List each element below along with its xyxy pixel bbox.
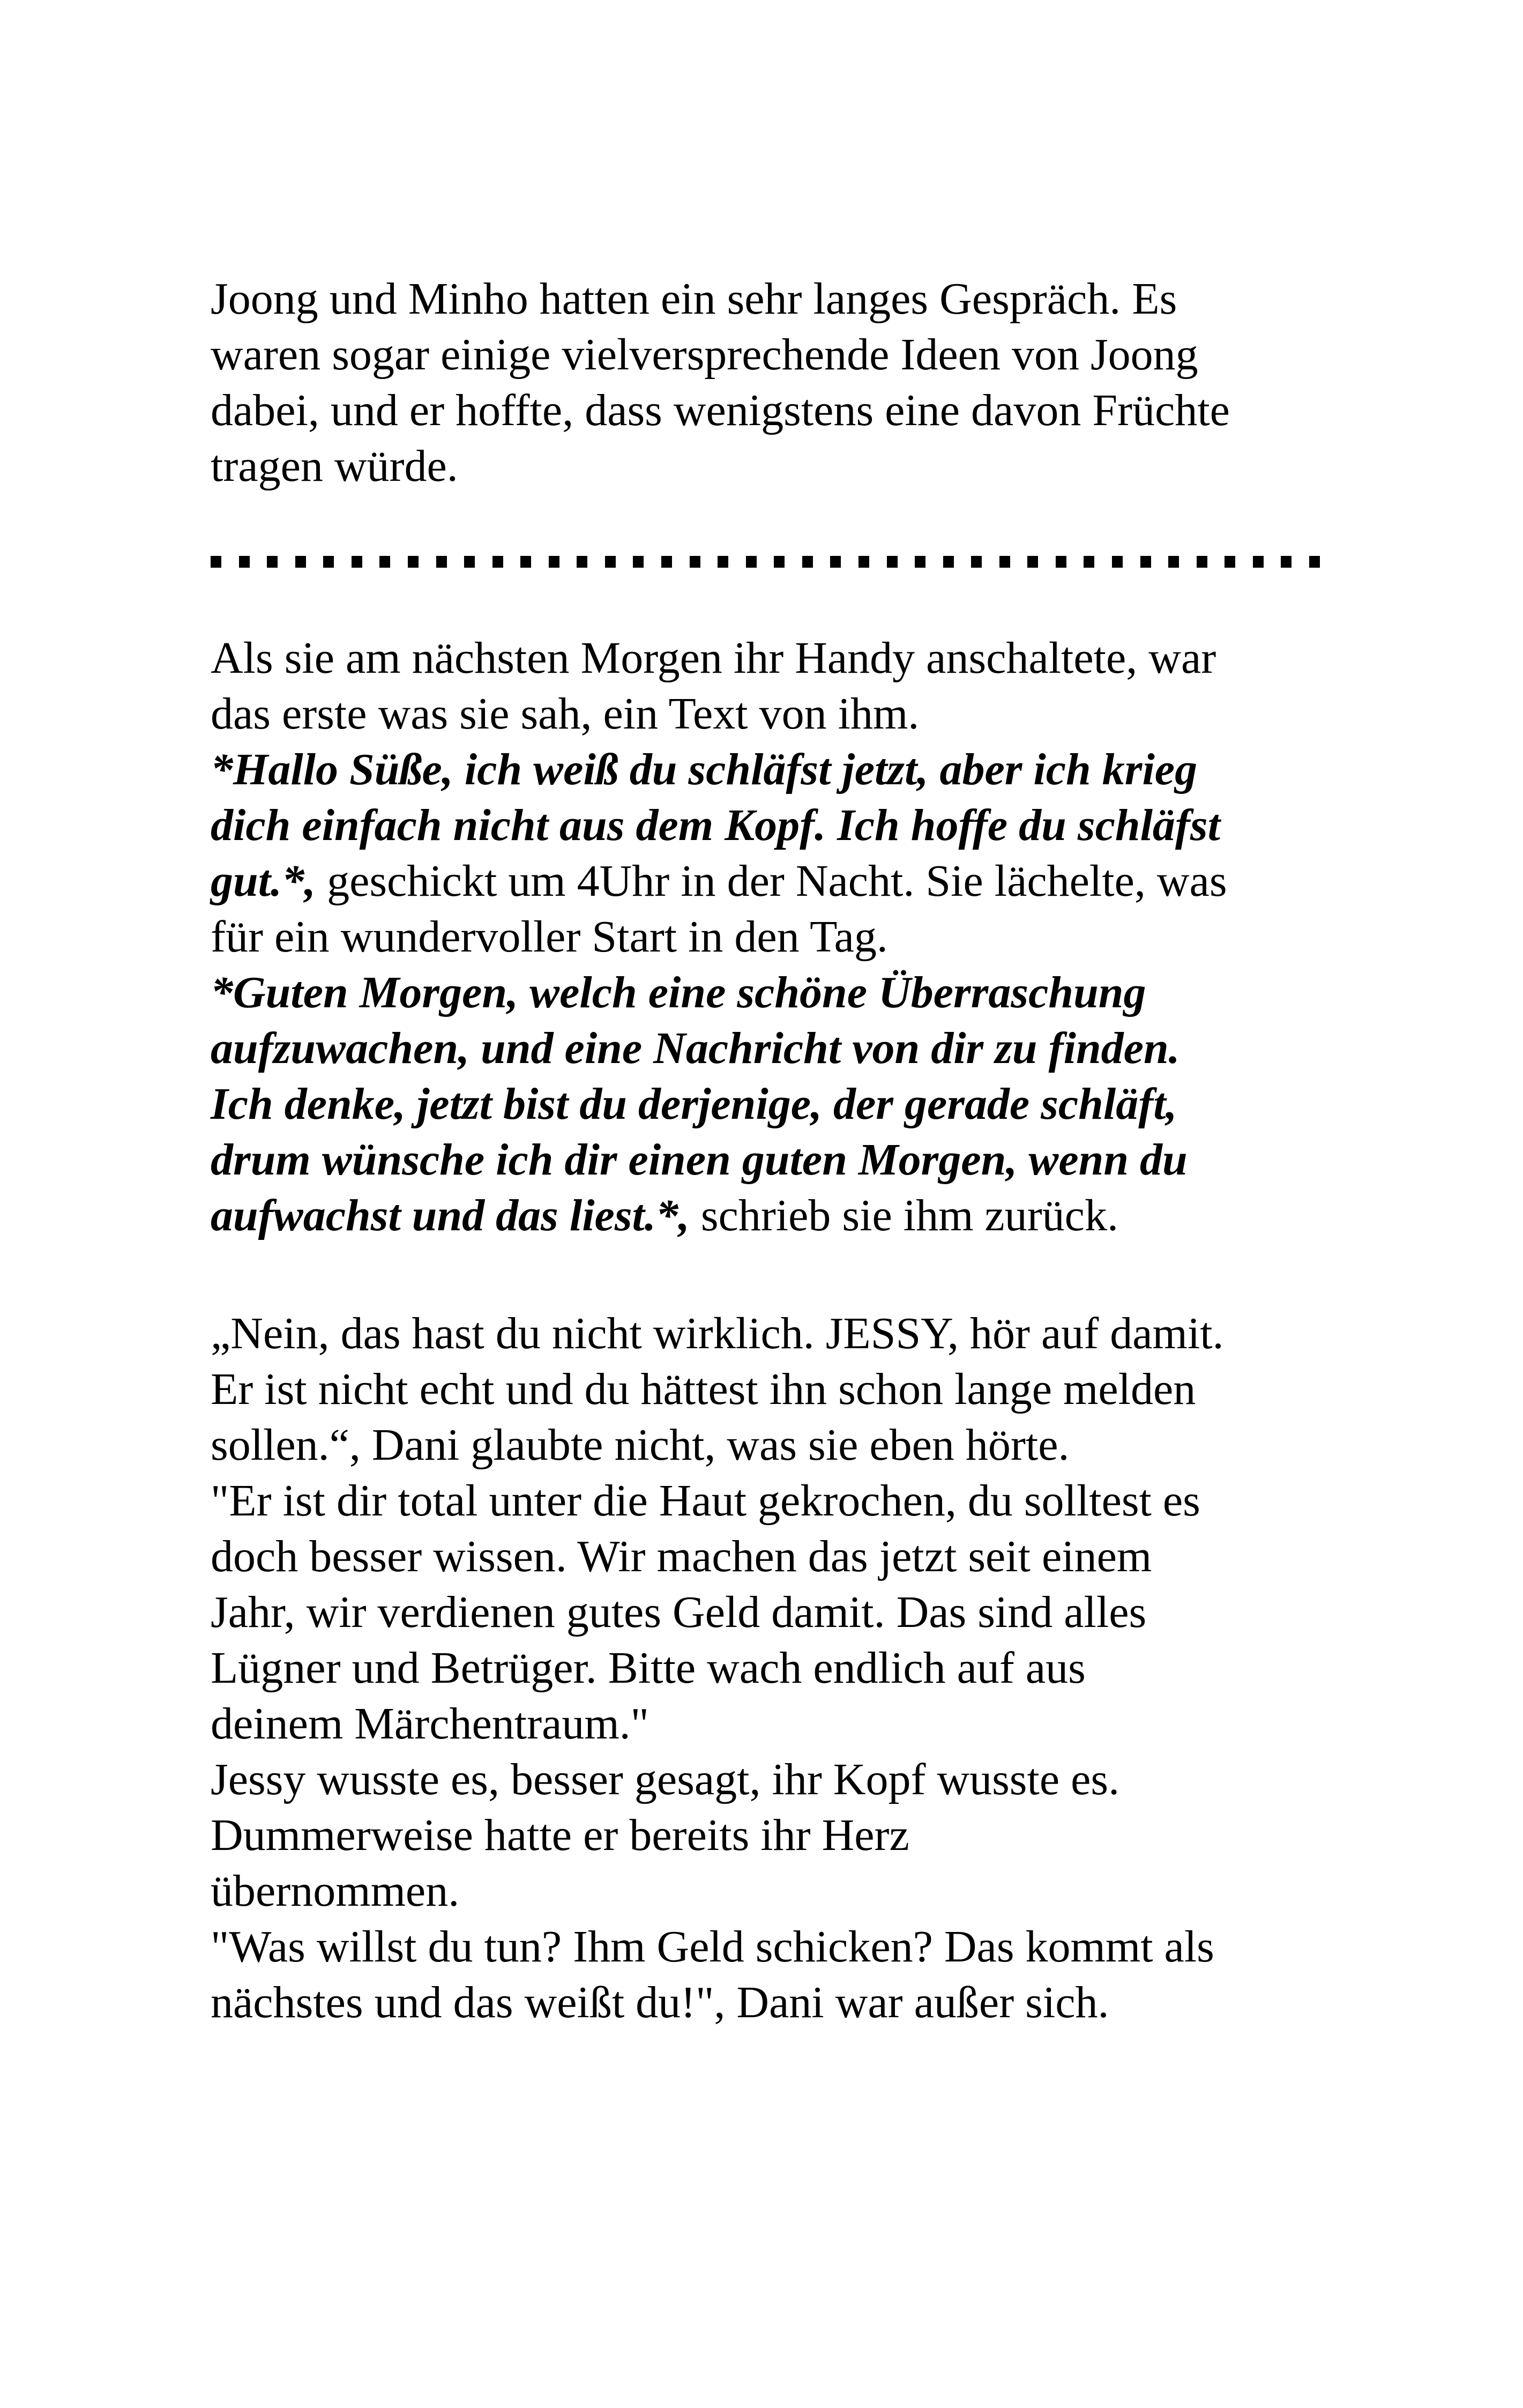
message-line: *Guten Morgen, welch eine schöne Überraschung: [211, 968, 1146, 1017]
message-line: *Hallo Süße, ich weiß du schläfst jetzt, aber ich krieg: [211, 745, 1198, 794]
text-line: waren sogar einige vielversprechende Ideen von Joong: [211, 330, 1198, 380]
separator-square: [915, 556, 925, 568]
separator-square: [1281, 556, 1291, 568]
text-line: übernommen.: [211, 1866, 460, 1916]
text-line: sollen.“, Dani glaubte nicht, was sie eben hörte.: [211, 1420, 1070, 1470]
paragraph-dani-dialogue: [211, 1306, 1336, 2031]
text-line: dabei, und er hoffte, dass wenigstens eine davon Früchte: [211, 385, 1230, 435]
separator-square: [1168, 556, 1179, 568]
separator-square: [1140, 556, 1151, 568]
separator-square: [1084, 556, 1094, 568]
separator-square: [690, 556, 700, 568]
separator-square: [436, 556, 447, 568]
text-line: tragen würde.: [211, 441, 458, 491]
text-line: Jessy wusste es, besser gesagt, ihr Kopf wusste es.: [211, 1755, 1120, 1804]
message-fragment: aufwachst und das liest.*,: [211, 1191, 690, 1240]
separator-square: [239, 556, 250, 568]
separator-square: [295, 556, 306, 568]
text-line: deinem Märchentraum.": [211, 1699, 649, 1749]
message-line: dich einfach nicht aus dem Kopf. Ich hoffe du schläfst: [211, 800, 1220, 850]
text-line: Dummerweise hatte er bereits ihr Herz: [211, 1810, 909, 1860]
text-line: "Was willst du tun? Ihm Geld schicken? Das kommt als: [211, 1922, 1214, 1972]
separator-square: [577, 556, 587, 568]
separator-square: [830, 556, 841, 568]
text-line: Als sie am nächsten Morgen ihr Handy anschaltete, war: [211, 633, 1216, 683]
separator-square: [661, 556, 672, 568]
separator-square: [267, 556, 278, 568]
separator-square: [971, 556, 982, 568]
separator-square: [464, 556, 475, 568]
separator-square: [774, 556, 785, 568]
separator-square: [605, 556, 616, 568]
separator-square: [323, 556, 334, 568]
separator-square: [520, 556, 531, 568]
text-line: das erste was sie sah, ein Text von ihm.: [211, 689, 920, 739]
separator-square: [1225, 556, 1235, 568]
text-line: [211, 853, 1336, 909]
text-line: doch besser wissen. Wir machen das jetzt seit einem: [211, 1532, 1152, 1581]
text-line: Er ist nicht echt und du hättest ihn schon lange melden: [211, 1364, 1196, 1414]
text-line: "Er ist dir total unter die Haut gekrochen, du solltest es: [211, 1476, 1200, 1526]
text-line: „Nein, das hast du nicht wirklich. JESSY, hör auf damit.: [211, 1309, 1224, 1358]
separator-square: [549, 556, 559, 568]
message-line: Ich denke, jetzt bist du derjenige, der gerade schläft,: [211, 1079, 1177, 1129]
separator-square: [887, 556, 898, 568]
message-line: aufzuwachen, und eine Nachricht von dir zu finden.: [211, 1023, 1180, 1073]
text-line: [211, 1188, 1336, 1244]
separator-square: [1253, 556, 1264, 568]
text-line: nächstes und das weißt du!", Dani war außer sich.: [211, 1978, 1109, 2027]
paragraph-text-messages: [211, 630, 1336, 1244]
separator-square: [352, 556, 362, 568]
separator-square: [492, 556, 503, 568]
separator-square: [802, 556, 813, 568]
separator-square: [379, 556, 390, 568]
separator-square: [633, 556, 644, 568]
separator-square: [1112, 556, 1123, 568]
message-fragment: gut.*,: [211, 856, 316, 906]
paragraph-joong-minho: [211, 271, 1336, 494]
separator-square: [1197, 556, 1207, 568]
separator-square: [1309, 556, 1320, 568]
separator-square: [1027, 556, 1038, 568]
separator-square: [1056, 556, 1066, 568]
message-line: drum wünsche ich dir einen guten Morgen, wenn du: [211, 1135, 1188, 1185]
text-line: Joong und Minho hatten ein sehr langes Gespräch. Es: [211, 274, 1177, 324]
narration-fragment: geschickt um 4Uhr in der Nacht. Sie lächelte, was: [316, 856, 1227, 906]
separator-square: [211, 556, 221, 568]
separator-square: [718, 556, 728, 568]
separator-square: [999, 556, 1010, 568]
text-line: für ein wundervoller Start in den Tag.: [211, 912, 888, 962]
separator-square: [746, 556, 757, 568]
separator-square: [943, 556, 954, 568]
scene-separator: [211, 556, 1320, 568]
separator-square: [858, 556, 869, 568]
text-line: Lügner und Betrüger. Bitte wach endlich auf aus: [211, 1643, 1086, 1693]
narration-fragment: schrieb sie ihm zurück.: [689, 1191, 1118, 1240]
text-line: Jahr, wir verdienen gutes Geld damit. Das sind alles: [211, 1587, 1147, 1637]
separator-square: [408, 556, 419, 568]
